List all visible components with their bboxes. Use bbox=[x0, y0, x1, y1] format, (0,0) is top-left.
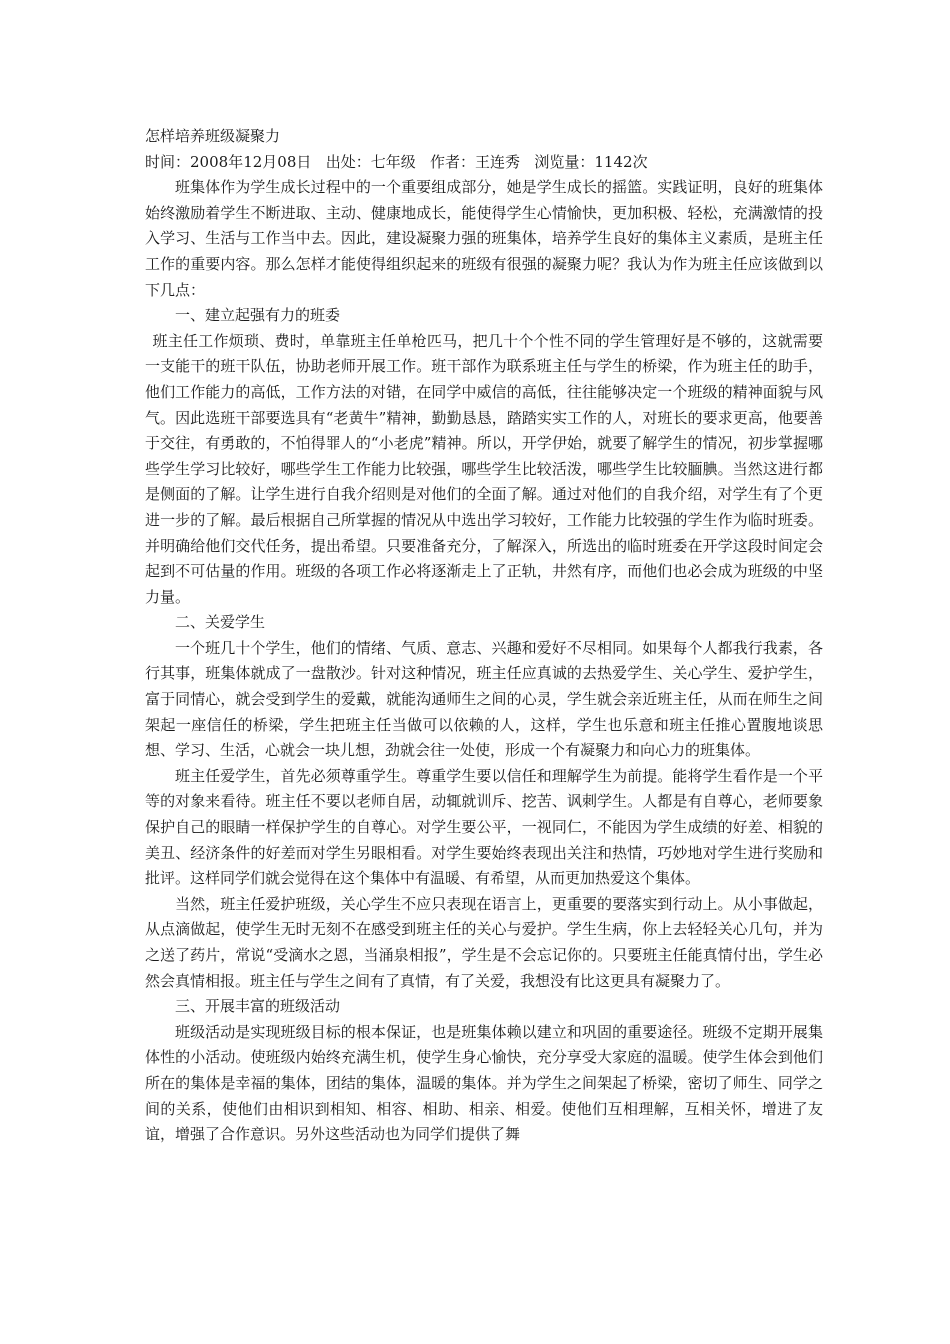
author-value: 王连秀 bbox=[475, 152, 521, 171]
section2-paragraph-2: 班主任爱学生，首先必须尊重学生。尊重学生要以信任和理解学生为前提。能将学生看作是一个平等的对象来看待。班主任不要以老师自居，动辄就训斥、挖苦、讽刺学生。人都是有自尊心，老师要象保护自己的眼睛一样保护学生的自尊心。对学生要公平，一视同仁，不能因为学生成绩的好差、相貌的美丑、经济条件的好差而对学生另眼相看。对学生要始终表现出关注和热情，巧妙地对学生进行奖励和批评。这样同学们就会觉得在这个集体中有温暖、有希望，从而更加热爱这个集体。 bbox=[145, 766, 823, 888]
section2-paragraph-1: 一个班几十个学生，他们的情绪、气质、意志、兴趣和爱好不尽相同。如果每个人都我行我素，各行其事，班集体就成了一盘散沙。针对这种情况，班主任应真诚的去热爱学生、关心学生、爱护学生，富于同情心，就会受到学生的爱戴，就能沟通师生之间的心灵，学生就会亲近班主任，从而在师生之间架起一座信任的桥梁，学生把班主任当做可以依赖的人，这样，学生也乐意和班主任推心置腹地谈思想、学习、生活，心就会一块儿想，劲就会往一处使，形成一个有凝聚力和向心力的班集体。 bbox=[145, 638, 823, 760]
section2-heading: 二、关爱学生 bbox=[175, 613, 266, 632]
section3-heading: 三、开展丰富的班级活动 bbox=[175, 997, 341, 1016]
source-value: 七年级 bbox=[370, 152, 416, 171]
author-label: 作者： bbox=[430, 152, 476, 171]
date-label: 时间： bbox=[145, 152, 191, 171]
intro-paragraph: 班集体作为学生成长过程中的一个重要组成部分，她是学生成长的摇篮。实践证明，良好的班集体始终激励着学生不断进取、主动、健康地成长，能使得学生心情愉快，更加积极、轻松，充满激情的投入学习、生活与工作当中去。因此，建设凝聚力强的班集体，培养学生良好的集体主义素质，是班主任工作的重要内容。那么怎样才能使得组织起来的班级有很强的凝聚力呢？我认为作为班主任应该做到以下几点： bbox=[145, 178, 823, 299]
document-title: 怎样培养班级凝聚力 bbox=[145, 127, 281, 145]
date-value: 2008年12月08日 bbox=[190, 152, 312, 171]
source-label: 出处： bbox=[325, 152, 371, 171]
document-meta bbox=[145, 150, 823, 176]
views-label: 浏览量： bbox=[534, 152, 595, 171]
section2-paragraph-3: 当然，班主任爱护班级，关心学生不应只表现在语言上，更重要的要落实到行动上。从小事做起，从点滴做起，使学生无时无刻不在感受到班主任的关心与爱护。学生生病，你上去轻轻关心几句，并为之送了药片，常说“受滴水之恩，当涌泉相报”，学生是不会忘记你的。只要班主任能真情付出，学生必然会真情相报。班主任与学生之间有了真情，有了关爱，我想没有比这更具有凝聚力了。 bbox=[145, 894, 823, 990]
section3-paragraph-1: 班级活动是实现班级目标的根本保证，也是班集体赖以建立和巩固的重要途径。班级不定期开展集体性的小活动。使班级内始终充满生机，使学生身心愉快，充分享受大家庭的温暖。使学生体会到他们所在的集体是幸福的集体，团结的集体，温暖的集体。并为学生之间架起了桥梁，密切了师生、同学之间的关系，使他们由相识到相知、相容、相助、相亲、相爱。使他们互相理解，互相关怀，增进了友谊，增强了合作意识。另外这些活动也为同学们提供了舞 bbox=[145, 1022, 823, 1144]
section1-paragraph-1: 班主任工作烦琐、费时，单靠班主任单枪匹马，把几十个个性不同的学生管理好是不够的，这就需要一支能干的班干队伍，协助老师开展工作。班干部作为联系班主任与学生的桥梁，作为班主任的助手，他们工作能力的高低，工作方法的对错，在同学中威信的高低，往往能够决定一个班级的精神面貌与风气。因此选班干部要选具有“老黄牛”精神，勤勤恳恳，踏踏实实工作的人，对班长的要求更高，他要善于交往，有勇敢的，不怕得罪人的“小老虎”精神。所以，开学伊始，就要了解学生的情况，初步掌握哪些学生学习比较好，哪些学生工作能力比较强，哪些学生比较活泼，哪些学生比较腼腆。当然这进行都是侧面的了解。让学生进行自我介绍则是对他们的全面了解。通过对他们的自我介绍，对学生有了个更进一步的了解。最后根据自己所掌握的情况从中选出学习较好，工作能力比较强的学生作为临时班委。并明确给他们交代任务，提出希望。只要准备充分，了解深入，所选出的临时班委在开学这段时间定会起到不可估量的作用。班级的各项工作必将逐渐走上了正轨，井然有序，而他们也必会成为班级的中坚力量。 bbox=[145, 331, 823, 606]
document-page bbox=[145, 124, 823, 1148]
section1-heading: 一、建立起强有力的班委 bbox=[175, 306, 341, 325]
views-value: 1142次 bbox=[594, 152, 648, 171]
